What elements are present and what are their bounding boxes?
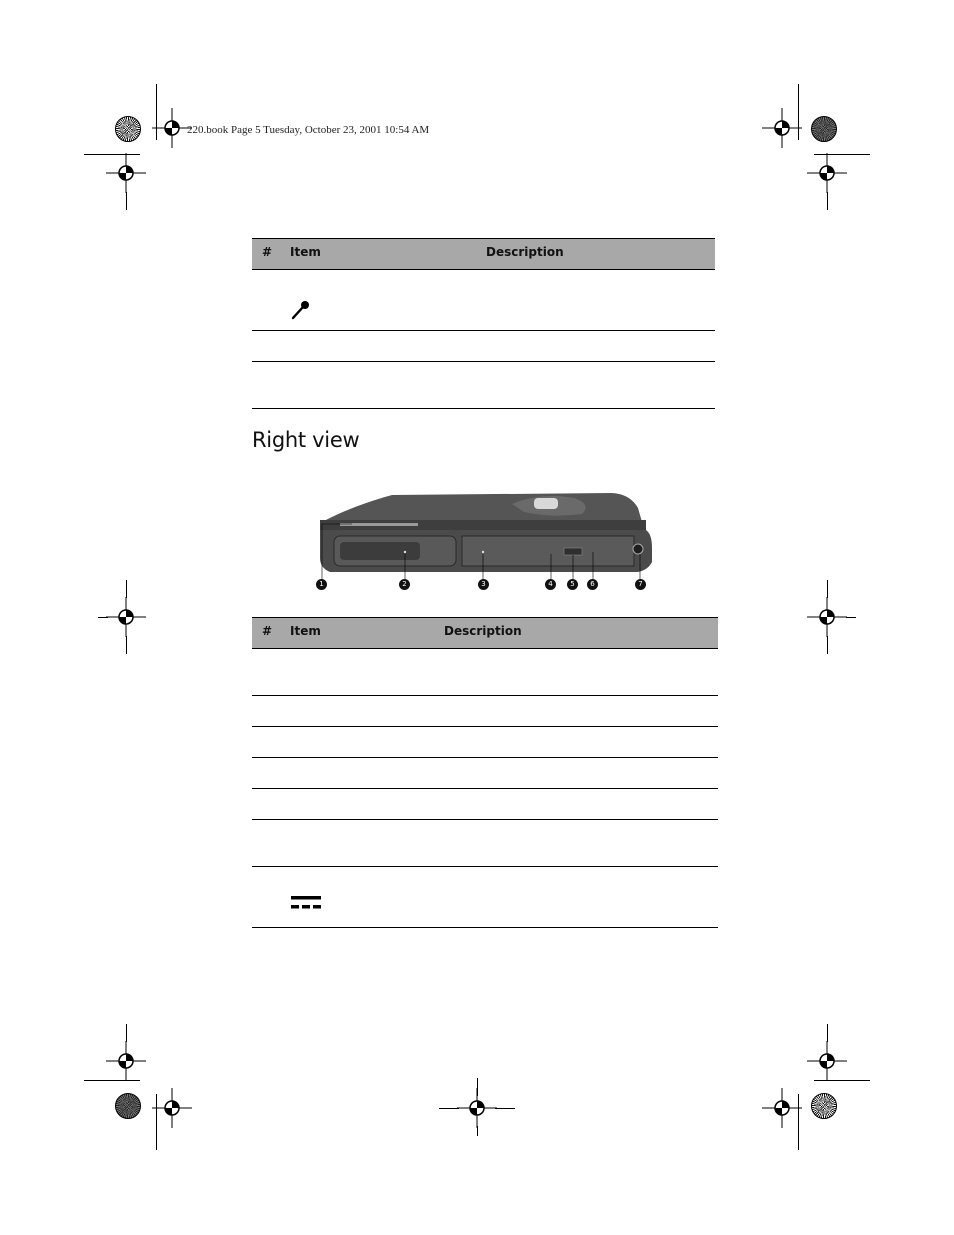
- table-row: [252, 789, 718, 820]
- table-row: [252, 649, 718, 696]
- registration-mark-icon: [762, 108, 802, 148]
- table-row: [252, 758, 718, 789]
- callout-1: 1: [316, 579, 327, 590]
- registration-mark-icon: [457, 1088, 497, 1128]
- dc-in-icon: [290, 894, 322, 912]
- section-title: Right view: [252, 428, 360, 452]
- registration-mark-icon: [106, 597, 146, 637]
- header-number: #: [262, 245, 273, 259]
- table-row: [252, 867, 718, 928]
- callout-3: 3: [478, 579, 489, 590]
- table-row: [252, 362, 715, 409]
- registration-mark-icon: [152, 108, 192, 148]
- table-row: [252, 270, 715, 331]
- callout-7: 7: [635, 579, 646, 590]
- top-table-header: [252, 238, 715, 270]
- header-description: Description: [444, 624, 522, 638]
- registration-mark-icon: [106, 153, 146, 193]
- microphone-icon: [290, 299, 312, 321]
- registration-mark-icon: [106, 1041, 146, 1081]
- star-target-icon: [115, 1093, 141, 1119]
- table-row: [252, 820, 718, 867]
- bottom-table-header: [252, 617, 718, 649]
- star-target-icon: [811, 1093, 837, 1119]
- header-item: Item: [290, 245, 321, 259]
- registration-mark-icon: [807, 1041, 847, 1081]
- registration-mark-icon: [152, 1088, 192, 1128]
- notebook-right-view-figure: [312, 488, 658, 594]
- registration-mark-icon: [762, 1088, 802, 1128]
- table-row: [252, 696, 718, 727]
- header-number: #: [262, 624, 273, 638]
- star-target-icon: [811, 116, 837, 142]
- table-row: [252, 331, 715, 362]
- star-target-icon: [115, 116, 141, 142]
- page-slug: 220.book Page 5 Tuesday, October 23, 2001 10:54 AM: [187, 124, 430, 136]
- table-row: [252, 727, 718, 758]
- header-item: Item: [290, 624, 321, 638]
- callout-5: 5: [567, 579, 578, 590]
- header-description: Description: [486, 245, 564, 259]
- registration-mark-icon: [807, 153, 847, 193]
- callout-6: 6: [587, 579, 598, 590]
- callout-2: 2: [399, 579, 410, 590]
- callout-4: 4: [545, 579, 556, 590]
- registration-mark-icon: [807, 597, 847, 637]
